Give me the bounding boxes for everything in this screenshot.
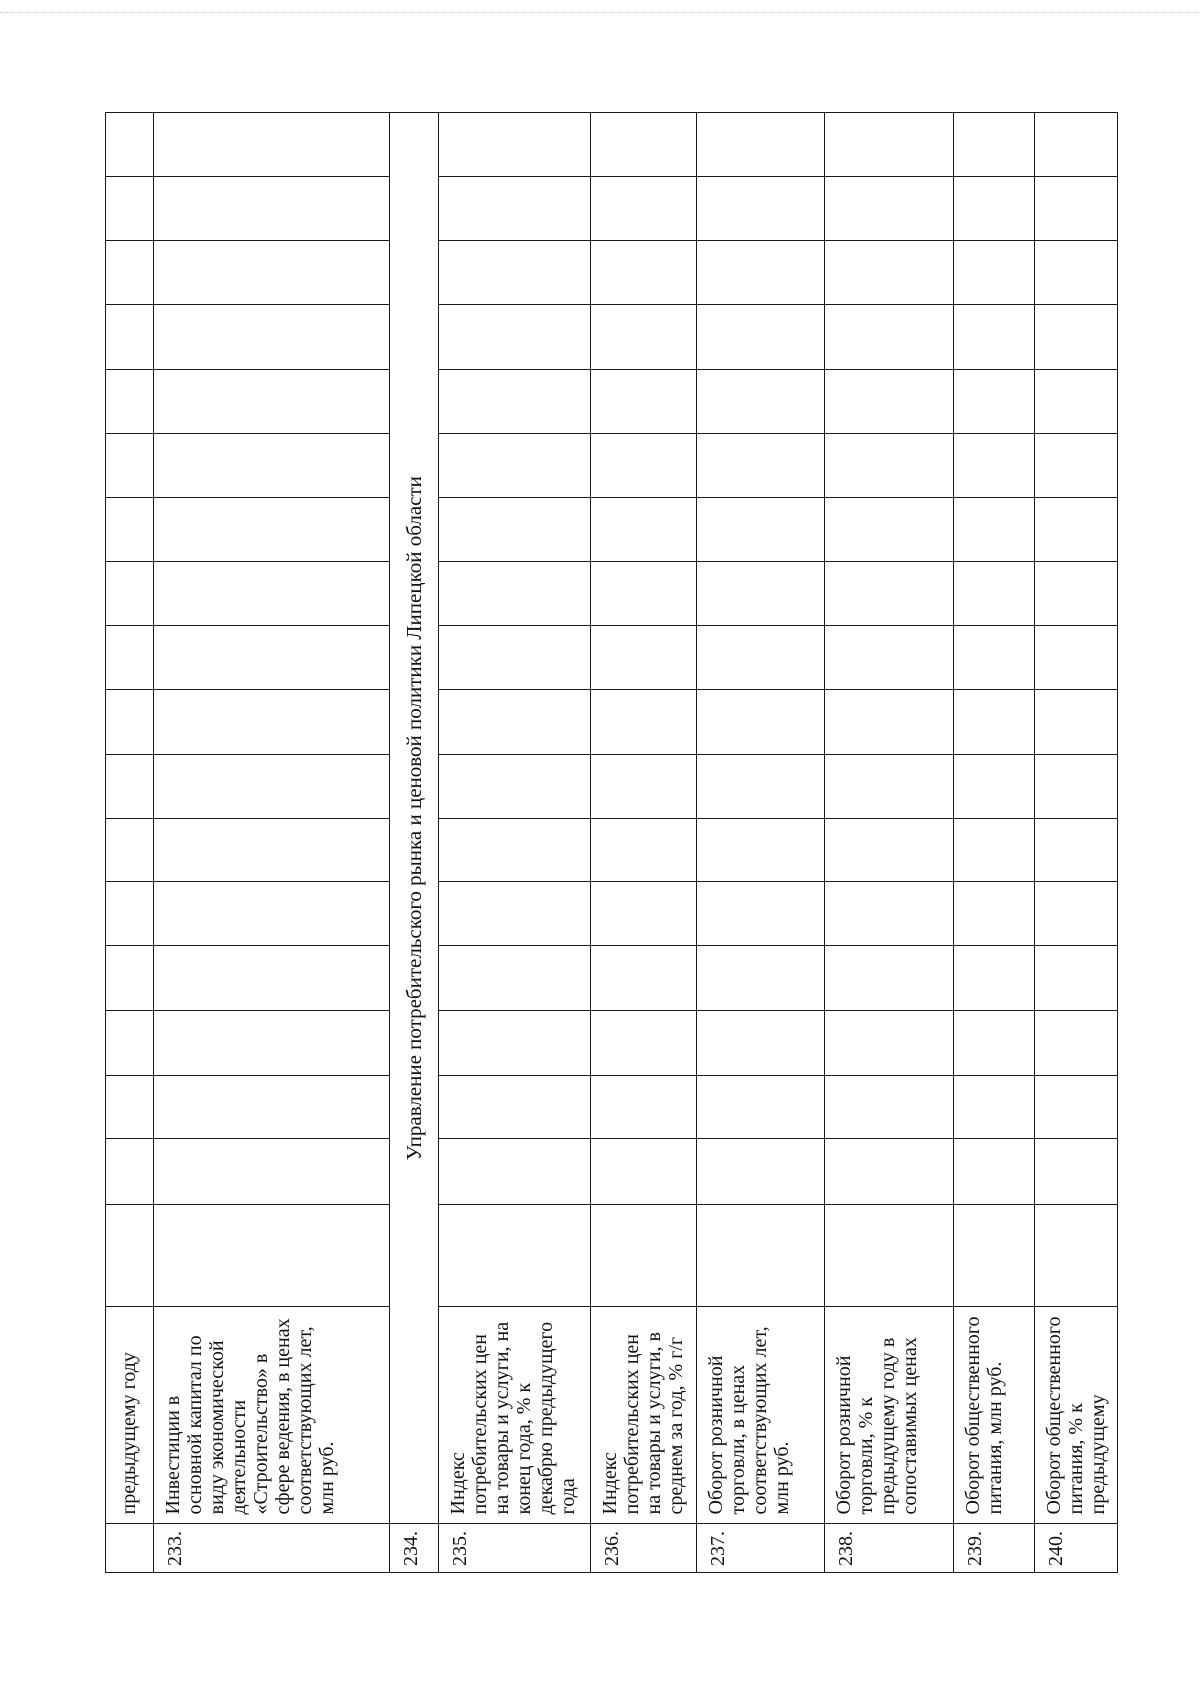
value-cell — [1035, 1204, 1118, 1306]
value-cell — [1035, 305, 1118, 370]
value-cell — [954, 1139, 1035, 1205]
value-cell — [590, 1075, 696, 1139]
value-cell — [697, 755, 825, 819]
value-cell — [154, 113, 390, 177]
value-cell — [438, 240, 590, 305]
value-cell — [438, 305, 590, 370]
value-cell — [106, 625, 154, 690]
value-cell — [697, 1010, 825, 1075]
value-cell — [590, 562, 696, 626]
row-number-cell: 240. — [1035, 1524, 1118, 1573]
table-row-235 — [438, 113, 590, 1573]
value-cell — [1035, 498, 1118, 562]
value-cell — [438, 562, 590, 626]
value-cell — [954, 498, 1035, 562]
value-cell — [825, 1204, 954, 1306]
value-cell — [697, 690, 825, 755]
value-cell — [1035, 755, 1118, 819]
value-cell — [106, 498, 154, 562]
value-cell — [825, 433, 954, 498]
row-number-cell: 239. — [954, 1524, 1035, 1573]
indicator-name-cell — [106, 1307, 154, 1524]
value-cell — [697, 240, 825, 305]
value-cell — [697, 498, 825, 562]
indicator-name-text: предыдущему году — [118, 1352, 140, 1515]
value-cell — [954, 625, 1035, 690]
table-row-236 — [590, 113, 696, 1573]
row-number-cell: 238. — [825, 1524, 954, 1573]
value-cell — [825, 240, 954, 305]
indicator-table — [105, 112, 1118, 1573]
value-cell — [438, 1139, 590, 1205]
value-cell — [825, 946, 954, 1011]
value-cell — [825, 690, 954, 755]
value-cell — [438, 1204, 590, 1306]
value-cell — [154, 755, 390, 819]
value-cell — [590, 498, 696, 562]
value-cell — [954, 562, 1035, 626]
value-cell — [697, 113, 825, 177]
value-cell — [106, 882, 154, 946]
value-cell — [106, 818, 154, 882]
value-cell — [1035, 882, 1118, 946]
value-cell — [1035, 690, 1118, 755]
value-cell — [438, 882, 590, 946]
value-cell — [154, 946, 390, 1011]
value-cell — [154, 690, 390, 755]
value-cell — [106, 176, 154, 240]
value-cell — [438, 498, 590, 562]
table-row-237 — [697, 113, 825, 1573]
value-cell — [438, 946, 590, 1011]
value-cell — [438, 176, 590, 240]
value-cell — [154, 625, 390, 690]
value-cell — [1035, 1010, 1118, 1075]
value-cell — [825, 625, 954, 690]
value-cell — [106, 369, 154, 433]
scan-edge-line — [0, 12, 1200, 13]
value-cell — [438, 369, 590, 433]
value-cell — [590, 882, 696, 946]
indicator-name-cell: Индекс потребительских цен на товары и услуги, в среднем за год, % г/г — [590, 1307, 696, 1524]
value-cell — [825, 882, 954, 946]
value-cell — [106, 240, 154, 305]
value-cell — [106, 690, 154, 755]
value-cell — [590, 625, 696, 690]
value-cell — [154, 305, 390, 370]
value-cell — [106, 1204, 154, 1306]
value-cell — [825, 369, 954, 433]
value-cell — [154, 1075, 390, 1139]
row-number-cell: 237. — [697, 1524, 825, 1573]
value-cell — [954, 818, 1035, 882]
table-row-238 — [825, 113, 954, 1573]
value-cell — [1035, 625, 1118, 690]
value-cell — [106, 562, 154, 626]
value-cell — [1035, 1075, 1118, 1139]
value-cell — [954, 1075, 1035, 1139]
value-cell — [697, 1075, 825, 1139]
value-cell — [590, 240, 696, 305]
table-row-234-section — [390, 113, 438, 1573]
value-cell — [590, 1204, 696, 1306]
value-cell — [590, 176, 696, 240]
indicator-name-cell: Инвестиции в основной капитал по виду экономической деятельности «Строительство» в сфере ведения, в ценах соответствующих лет, млн руб. — [154, 1307, 390, 1524]
indicator-name-cell: Оборот общественного питания, % к предыдущему — [1035, 1307, 1118, 1524]
value-cell — [825, 305, 954, 370]
value-cell — [697, 1204, 825, 1306]
value-cell — [954, 433, 1035, 498]
value-cell — [825, 1075, 954, 1139]
value-cell — [590, 1010, 696, 1075]
value-cell — [438, 433, 590, 498]
value-cell — [1035, 818, 1118, 882]
value-cell — [106, 305, 154, 370]
value-cell — [1035, 369, 1118, 433]
value-cell — [154, 1204, 390, 1306]
value-cell — [106, 1010, 154, 1075]
value-cell — [106, 1139, 154, 1205]
value-cell — [697, 818, 825, 882]
value-cell — [154, 240, 390, 305]
value-cell — [154, 433, 390, 498]
value-cell — [954, 946, 1035, 1011]
value-cell — [697, 882, 825, 946]
value-cell — [697, 433, 825, 498]
value-cell — [697, 305, 825, 370]
row-number-cell: 233. — [154, 1524, 390, 1573]
value-cell — [954, 1204, 1035, 1306]
value-cell — [590, 690, 696, 755]
value-cell — [590, 305, 696, 370]
value-cell — [697, 369, 825, 433]
value-cell — [1035, 946, 1118, 1011]
value-cell — [954, 690, 1035, 755]
indicator-name-cell: Оборот розничной торговли, % к предыдущему году в сопоставимых ценах — [825, 1307, 954, 1524]
value-cell — [954, 176, 1035, 240]
value-cell — [154, 1010, 390, 1075]
value-cell — [154, 498, 390, 562]
value-cell — [954, 240, 1035, 305]
value-cell — [697, 1139, 825, 1205]
indicator-name-cell: Оборот розничной торговли, в ценах соответствующих лет, млн руб. — [697, 1307, 825, 1524]
value-cell — [438, 818, 590, 882]
value-cell — [106, 755, 154, 819]
value-cell — [954, 1010, 1035, 1075]
value-cell — [154, 176, 390, 240]
row-number-cell: 235. — [438, 1524, 590, 1573]
value-cell — [438, 625, 590, 690]
value-cell — [154, 818, 390, 882]
value-cell — [697, 176, 825, 240]
value-cell — [590, 369, 696, 433]
table-row-239 — [954, 113, 1035, 1573]
value-cell — [106, 113, 154, 177]
value-cell — [154, 369, 390, 433]
row-number-cell: 236. — [590, 1524, 696, 1573]
value-cell — [590, 113, 696, 177]
value-cell — [954, 755, 1035, 819]
value-cell — [1035, 113, 1118, 177]
value-cell — [106, 433, 154, 498]
data-table-container — [105, 112, 1118, 1573]
value-cell — [1035, 176, 1118, 240]
value-cell — [697, 946, 825, 1011]
value-cell — [954, 305, 1035, 370]
value-cell — [438, 690, 590, 755]
value-cell — [154, 1139, 390, 1205]
value-cell — [825, 1139, 954, 1205]
value-cell — [590, 433, 696, 498]
value-cell — [106, 946, 154, 1011]
value-cell — [154, 882, 390, 946]
table-row-233 — [154, 113, 390, 1573]
value-cell — [590, 755, 696, 819]
value-cell — [954, 113, 1035, 177]
rotated-table-wrapper — [105, 112, 1118, 1573]
value-cell — [697, 625, 825, 690]
value-cell — [697, 562, 825, 626]
value-cell — [590, 818, 696, 882]
value-cell — [590, 1139, 696, 1205]
indicator-name-cell: Индекс потребительских цен на товары и услуги, на конец года, % к декабрю предыдущего года — [438, 1307, 590, 1524]
value-cell — [825, 113, 954, 177]
value-cell — [825, 818, 954, 882]
value-cell — [154, 562, 390, 626]
value-cell — [954, 369, 1035, 433]
value-cell — [438, 1075, 590, 1139]
value-cell — [438, 755, 590, 819]
value-cell — [1035, 240, 1118, 305]
row-number-cell: 234. — [390, 1524, 438, 1573]
row-number-cell — [106, 1524, 154, 1573]
table-row-continuation — [106, 113, 154, 1573]
value-cell — [825, 562, 954, 626]
value-cell — [825, 755, 954, 819]
value-cell — [438, 1010, 590, 1075]
indicator-name-cell: Оборот общественного питания, млн руб. — [954, 1307, 1035, 1524]
value-cell — [1035, 433, 1118, 498]
value-cell — [1035, 1139, 1118, 1205]
value-cell — [954, 882, 1035, 946]
value-cell — [825, 498, 954, 562]
value-cell — [438, 113, 590, 177]
value-cell — [590, 946, 696, 1011]
value-cell — [825, 1010, 954, 1075]
section-title: Управление потребительского рынка и ценовой политики Липецкой области — [390, 113, 438, 1524]
value-cell — [825, 176, 954, 240]
value-cell — [106, 1075, 154, 1139]
table-row-240 — [1035, 113, 1118, 1573]
value-cell — [1035, 562, 1118, 626]
